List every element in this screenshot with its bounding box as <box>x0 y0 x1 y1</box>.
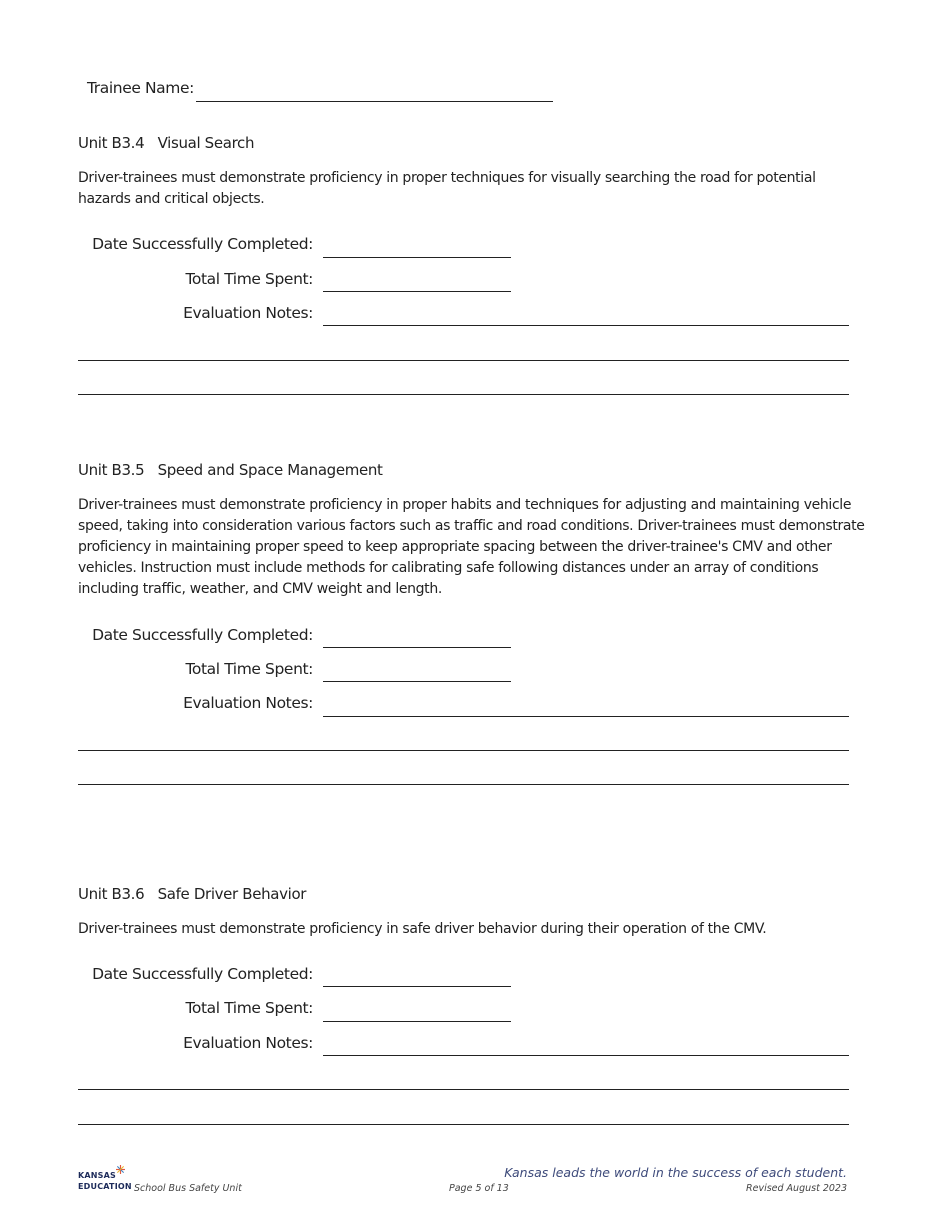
total-time-label: Total Time Spent: <box>185 270 313 288</box>
trainee-name-field[interactable] <box>196 101 553 102</box>
total-time-field[interactable] <box>323 681 511 682</box>
total-time-label: Total Time Spent: <box>185 660 313 678</box>
date-completed-field[interactable] <box>323 257 511 258</box>
unit-title: Speed and Space Management <box>157 461 383 479</box>
section-heading <box>78 134 254 152</box>
evaluation-notes-line[interactable] <box>78 1089 849 1090</box>
evaluation-notes-field[interactable] <box>323 716 849 717</box>
evaluation-notes-line[interactable] <box>78 394 849 395</box>
evaluation-notes-line[interactable] <box>78 784 849 785</box>
total-time-label: Total Time Spent: <box>185 999 313 1017</box>
unit-title: Visual Search <box>157 134 255 152</box>
unit-number: Unit B3.6 <box>78 885 145 903</box>
evaluation-notes-field[interactable] <box>323 1055 849 1056</box>
star-icon <box>116 1165 125 1174</box>
evaluation-notes-label: Evaluation Notes: <box>183 1034 313 1052</box>
date-completed-field[interactable] <box>323 647 511 648</box>
evaluation-notes-field[interactable] <box>323 325 849 326</box>
logo-line-1: KANSAS <box>78 1171 117 1180</box>
trainee-name-label: Trainee Name: <box>87 79 194 97</box>
footer-unit-name: School Bus Safety Unit <box>134 1183 242 1194</box>
section-heading <box>78 885 306 903</box>
unit-number: Unit B3.5 <box>78 461 145 479</box>
unit-description: Driver-trainees must demonstrate proficiency in safe driver behavior during their operation of the CMV. <box>78 921 767 937</box>
date-completed-label: Date Successfully Completed: <box>92 626 313 644</box>
unit-description: Driver-trainees must demonstrate proficiency in proper techniques for visually searching the road for potential hazards and critical objects. <box>78 170 816 207</box>
date-completed-label: Date Successfully Completed: <box>92 965 313 983</box>
evaluation-notes-line[interactable] <box>78 1124 849 1125</box>
evaluation-notes-label: Evaluation Notes: <box>183 304 313 322</box>
date-completed-field[interactable] <box>323 986 511 987</box>
footer-page-number: Page 5 of 13 <box>449 1183 509 1194</box>
unit-title: Safe Driver Behavior <box>157 885 307 903</box>
logo-line-2: EDUCATION <box>78 1182 132 1191</box>
evaluation-notes-label: Evaluation Notes: <box>183 694 313 712</box>
total-time-field[interactable] <box>323 291 511 292</box>
date-completed-label: Date Successfully Completed: <box>92 235 313 253</box>
evaluation-notes-line[interactable] <box>78 360 849 361</box>
unit-number: Unit B3.4 <box>78 134 145 152</box>
footer-revised-date: Revised August 2023 <box>746 1183 847 1194</box>
section-heading <box>78 461 383 479</box>
unit-description: Driver-trainees must demonstrate proficiency in proper habits and techniques for adjusting and maintaining vehicle speed, taking into consideration various factors such as traffic and road conditions. Driver-trainees must demonstrate proficiency in maintaining proper speed to keep appropriate spacing between the driver-trainee's CMV and other vehicles. Instruction must include methods for calibrating safe following distances under an array of conditions including traffic, weather, and CMV weight and length. <box>78 497 865 597</box>
evaluation-notes-line[interactable] <box>78 750 849 751</box>
footer-slogan: Kansas leads the world in the success of each student. <box>504 1165 847 1180</box>
total-time-field[interactable] <box>323 1021 511 1022</box>
kansas-education-logo <box>78 1170 132 1192</box>
